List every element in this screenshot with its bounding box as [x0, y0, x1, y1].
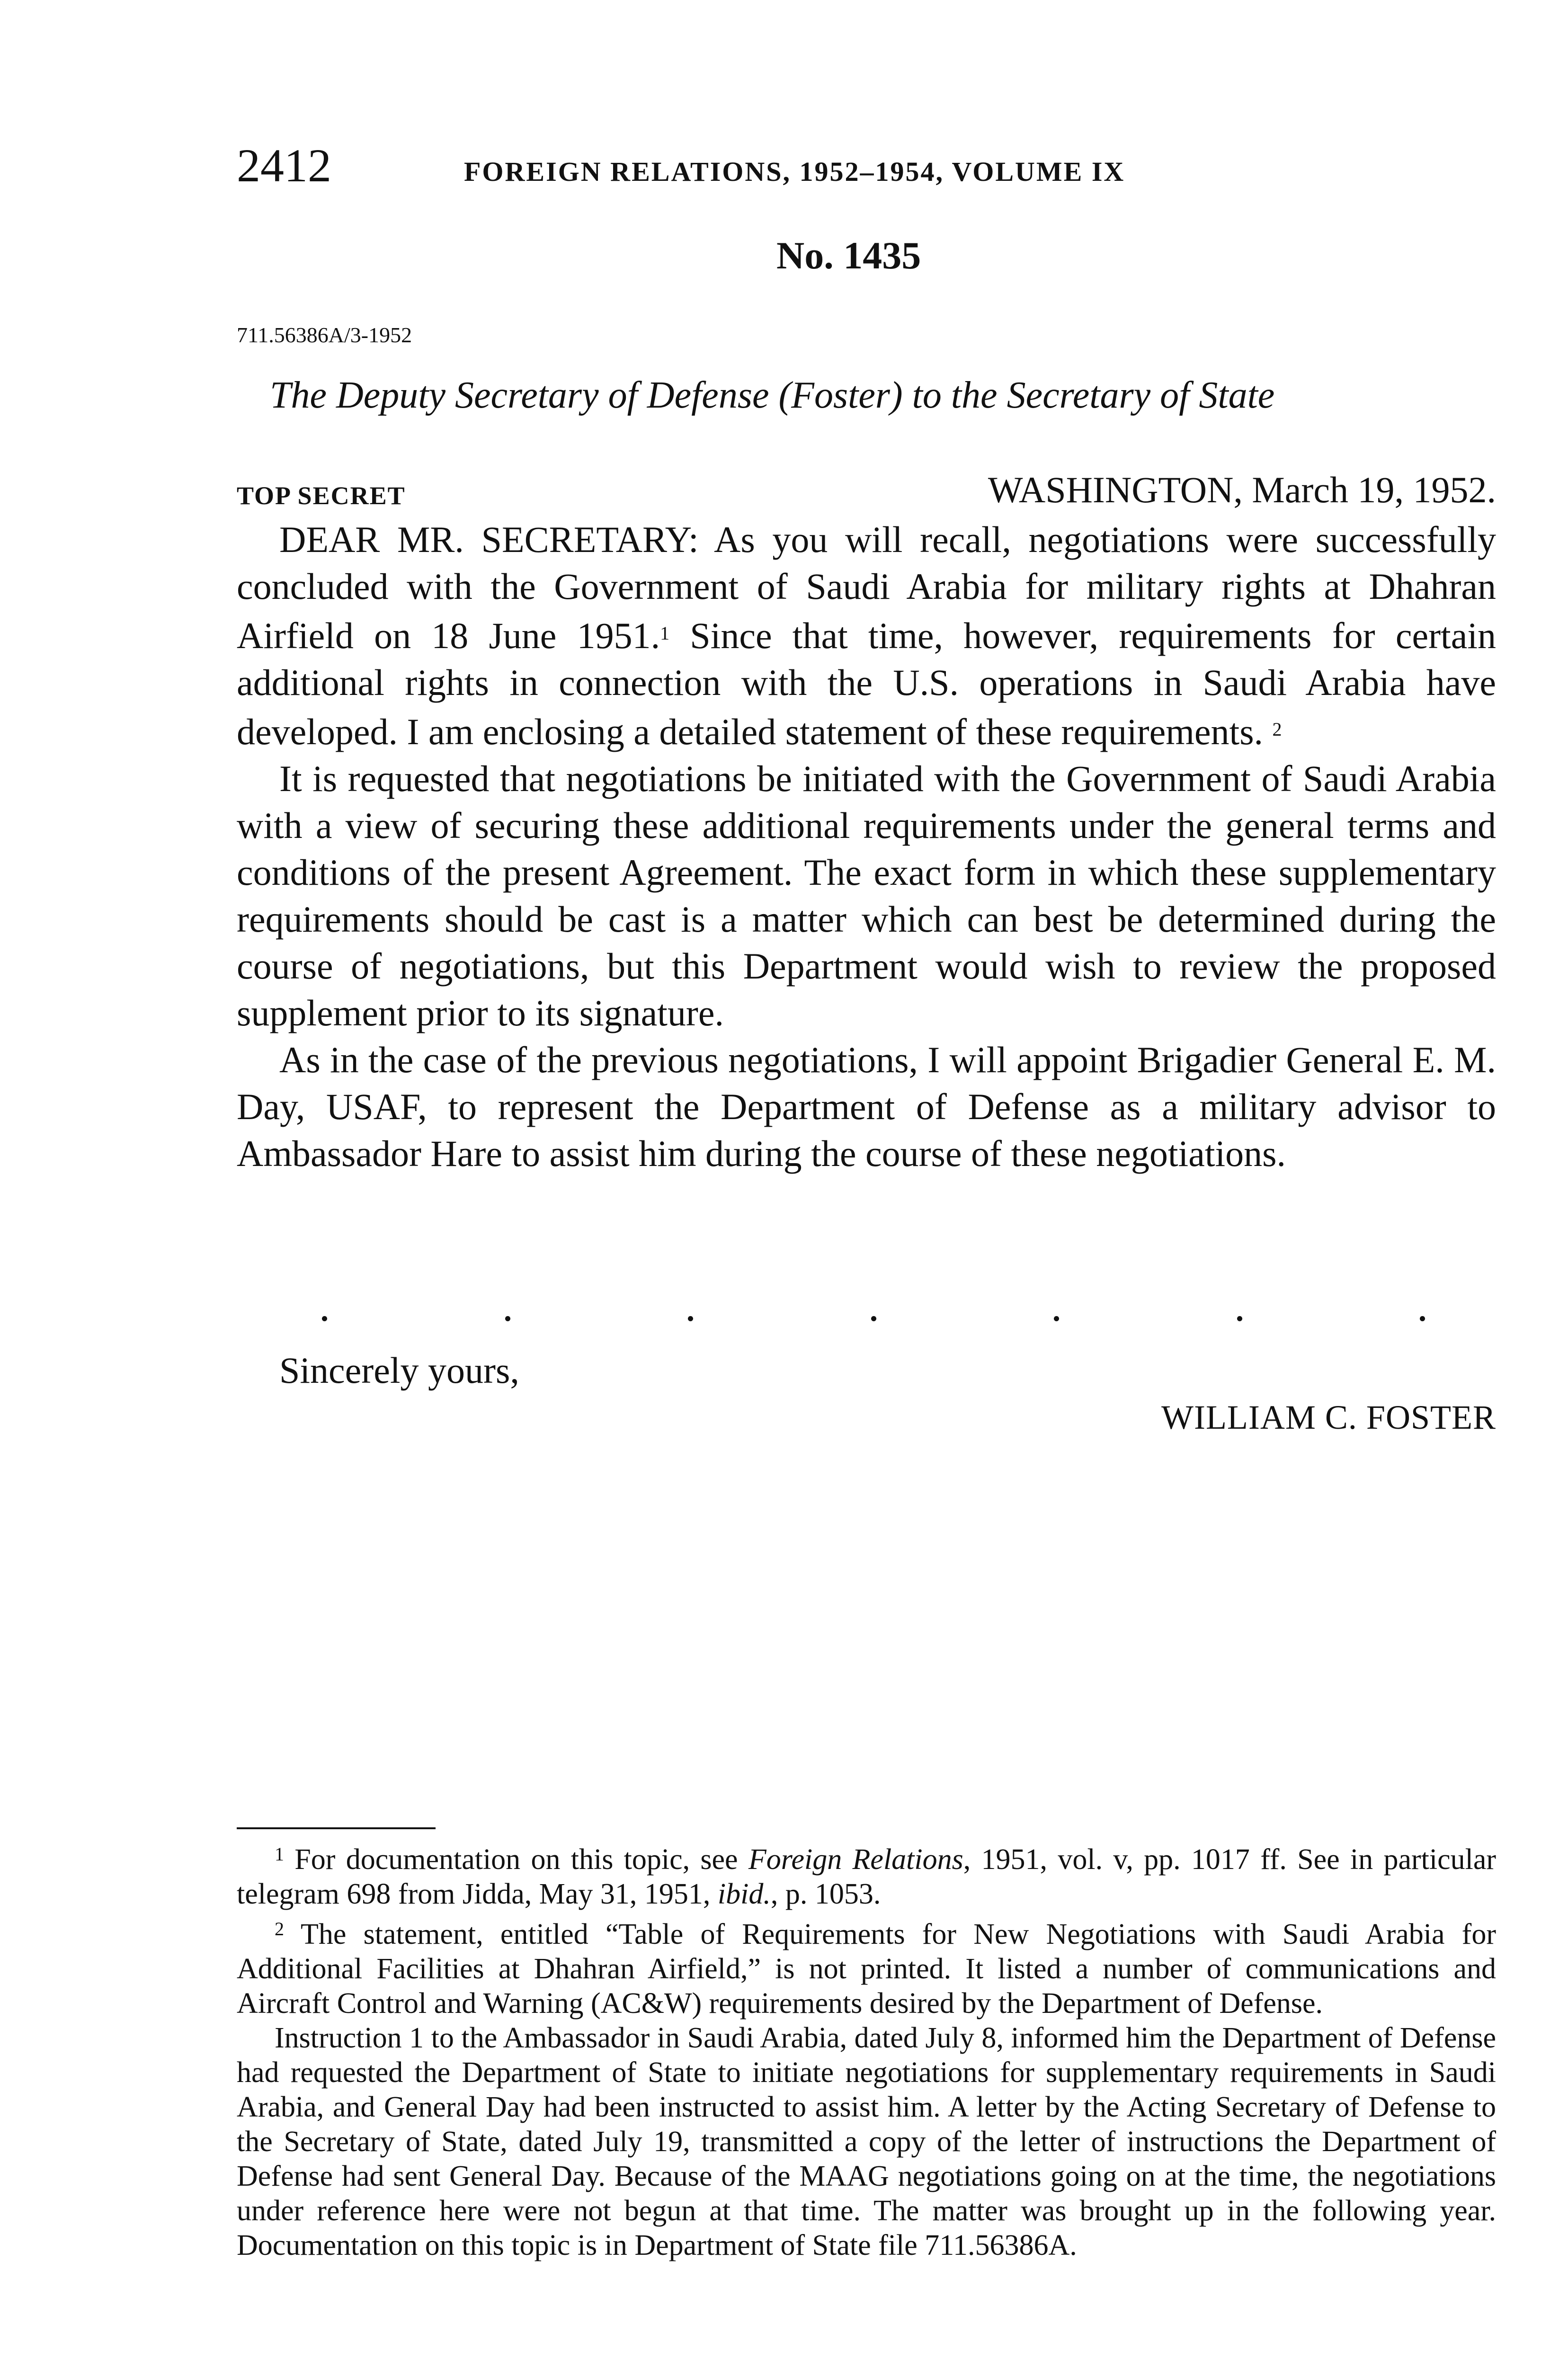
classification-label: TOP SECRET: [237, 481, 406, 510]
footnotes: [237, 1837, 1496, 2263]
running-head: FOREIGN RELATIONS, 1952–1954, VOLUME IX: [464, 156, 1125, 187]
page-header: [237, 137, 1506, 208]
footnote-1-ibid: ibid.: [717, 1878, 771, 1910]
footnote-divider: [237, 1827, 436, 1829]
paragraph-2: It is requested that negotiations be initiated with the Government of Saudi Arabia with a view of securing these additional requirements under the general terms and conditions of the present Agreement. The exact form in which these supplementary requirements should be cast is a matter which can best be determined during the course of negotiations, but this Department would wish to review the proposed supplement prior to its signature.: [237, 758, 1496, 1033]
document-number: No. 1435: [776, 234, 921, 277]
footnote-1-italic: Foreign Relations: [748, 1843, 963, 1876]
dateline: [237, 466, 1496, 514]
footnote-2: [237, 1912, 1496, 2021]
dot: [1237, 1316, 1242, 1321]
footnote-1-text-a: For documentation on this topic, see: [294, 1843, 748, 1876]
dot: [688, 1316, 693, 1321]
paragraph-1-text-b: Since that time, however, requirements for certain additional rights in connection with the U.S. operations in Saudi Arabia have developed. I am enclosing a detailed statement of these requirements.: [237, 615, 1497, 752]
footnote-ref-2: 2: [1272, 719, 1282, 740]
paragraph-3: As in the case of the previous negotiations, I will appoint Brigadier General E. M. Day, USAF, to represent the Department of Defense as a military advisor to Ambassador Hare to assist him during the course of these negotiations.: [237, 1039, 1496, 1174]
place-and-date: WASHINGTON, March 19, 1952.: [988, 469, 1496, 510]
footnote-2-continuation: Instruction 1 to the Ambassador in Saudi Arabia, dated July 8, informed him the Department of Defense had requested the Department of State to initiate negotiations for supplementary requirements in Saudi Arabia, and General Day had been instructed to assist him. A letter by the Acting Secretary of Defense to the Secretary of State, dated July 19, transmitted a copy of the letter of instructions the Department of Defense had sent General Day. Because of the MAAG negotiations going on at the time, the negotiations under reference here were not begun at that time. The matter was brought up in the following year. Documentation on this topic is in Department of State file 711.56386A.: [237, 2022, 1496, 2261]
footnote-1: [237, 1837, 1496, 1912]
dot: [1420, 1316, 1425, 1321]
paragraph-1: [237, 516, 1496, 755]
page-number: 2412: [237, 139, 331, 192]
letter-body: [237, 516, 1496, 1177]
paragraph-1-text-a: DEAR MR. SECRETARY: As you will recall, negotiations were successfully concluded with the Government of Saudi Arabia for military rights at Dhahran Airfield on 18 June 1951.: [237, 519, 1496, 656]
dot: [505, 1316, 510, 1321]
footnote-2-text: The statement, entitled “Table of Requirements for New Negotiations with Saudi Arabia for Additional Facilities at Dhahran Airfield,” is not printed. It listed a number of communications and Aircraft Control and Warning (AC&W) requirements desired by the Department of Defense.: [237, 1918, 1496, 2020]
footnote-1-mark: 1: [275, 1843, 284, 1865]
document-title: The Deputy Secretary of Defense (Foster) to the Secretary of State: [270, 374, 1275, 416]
footnote-1-text-c: , p. 1053.: [770, 1878, 881, 1910]
dot: [1054, 1316, 1059, 1321]
dot: [322, 1316, 327, 1321]
complimentary-close: Sincerely yours,: [279, 1350, 519, 1391]
omission-dots: [237, 1316, 1496, 1344]
footnote-ref-1: 1: [660, 623, 670, 644]
footnote-2-mark: 2: [275, 1918, 284, 1940]
file-reference: 711.56386A/3-1952: [237, 323, 412, 347]
dot: [871, 1316, 876, 1321]
footnote-1-text-b: , 1951, vol. v, pp. 1017 ff. See in particular telegram 698 from Jidda, May 31, 1951,: [237, 1843, 1496, 1910]
signature: WILLIAM C. FOSTER: [1161, 1398, 1496, 1436]
